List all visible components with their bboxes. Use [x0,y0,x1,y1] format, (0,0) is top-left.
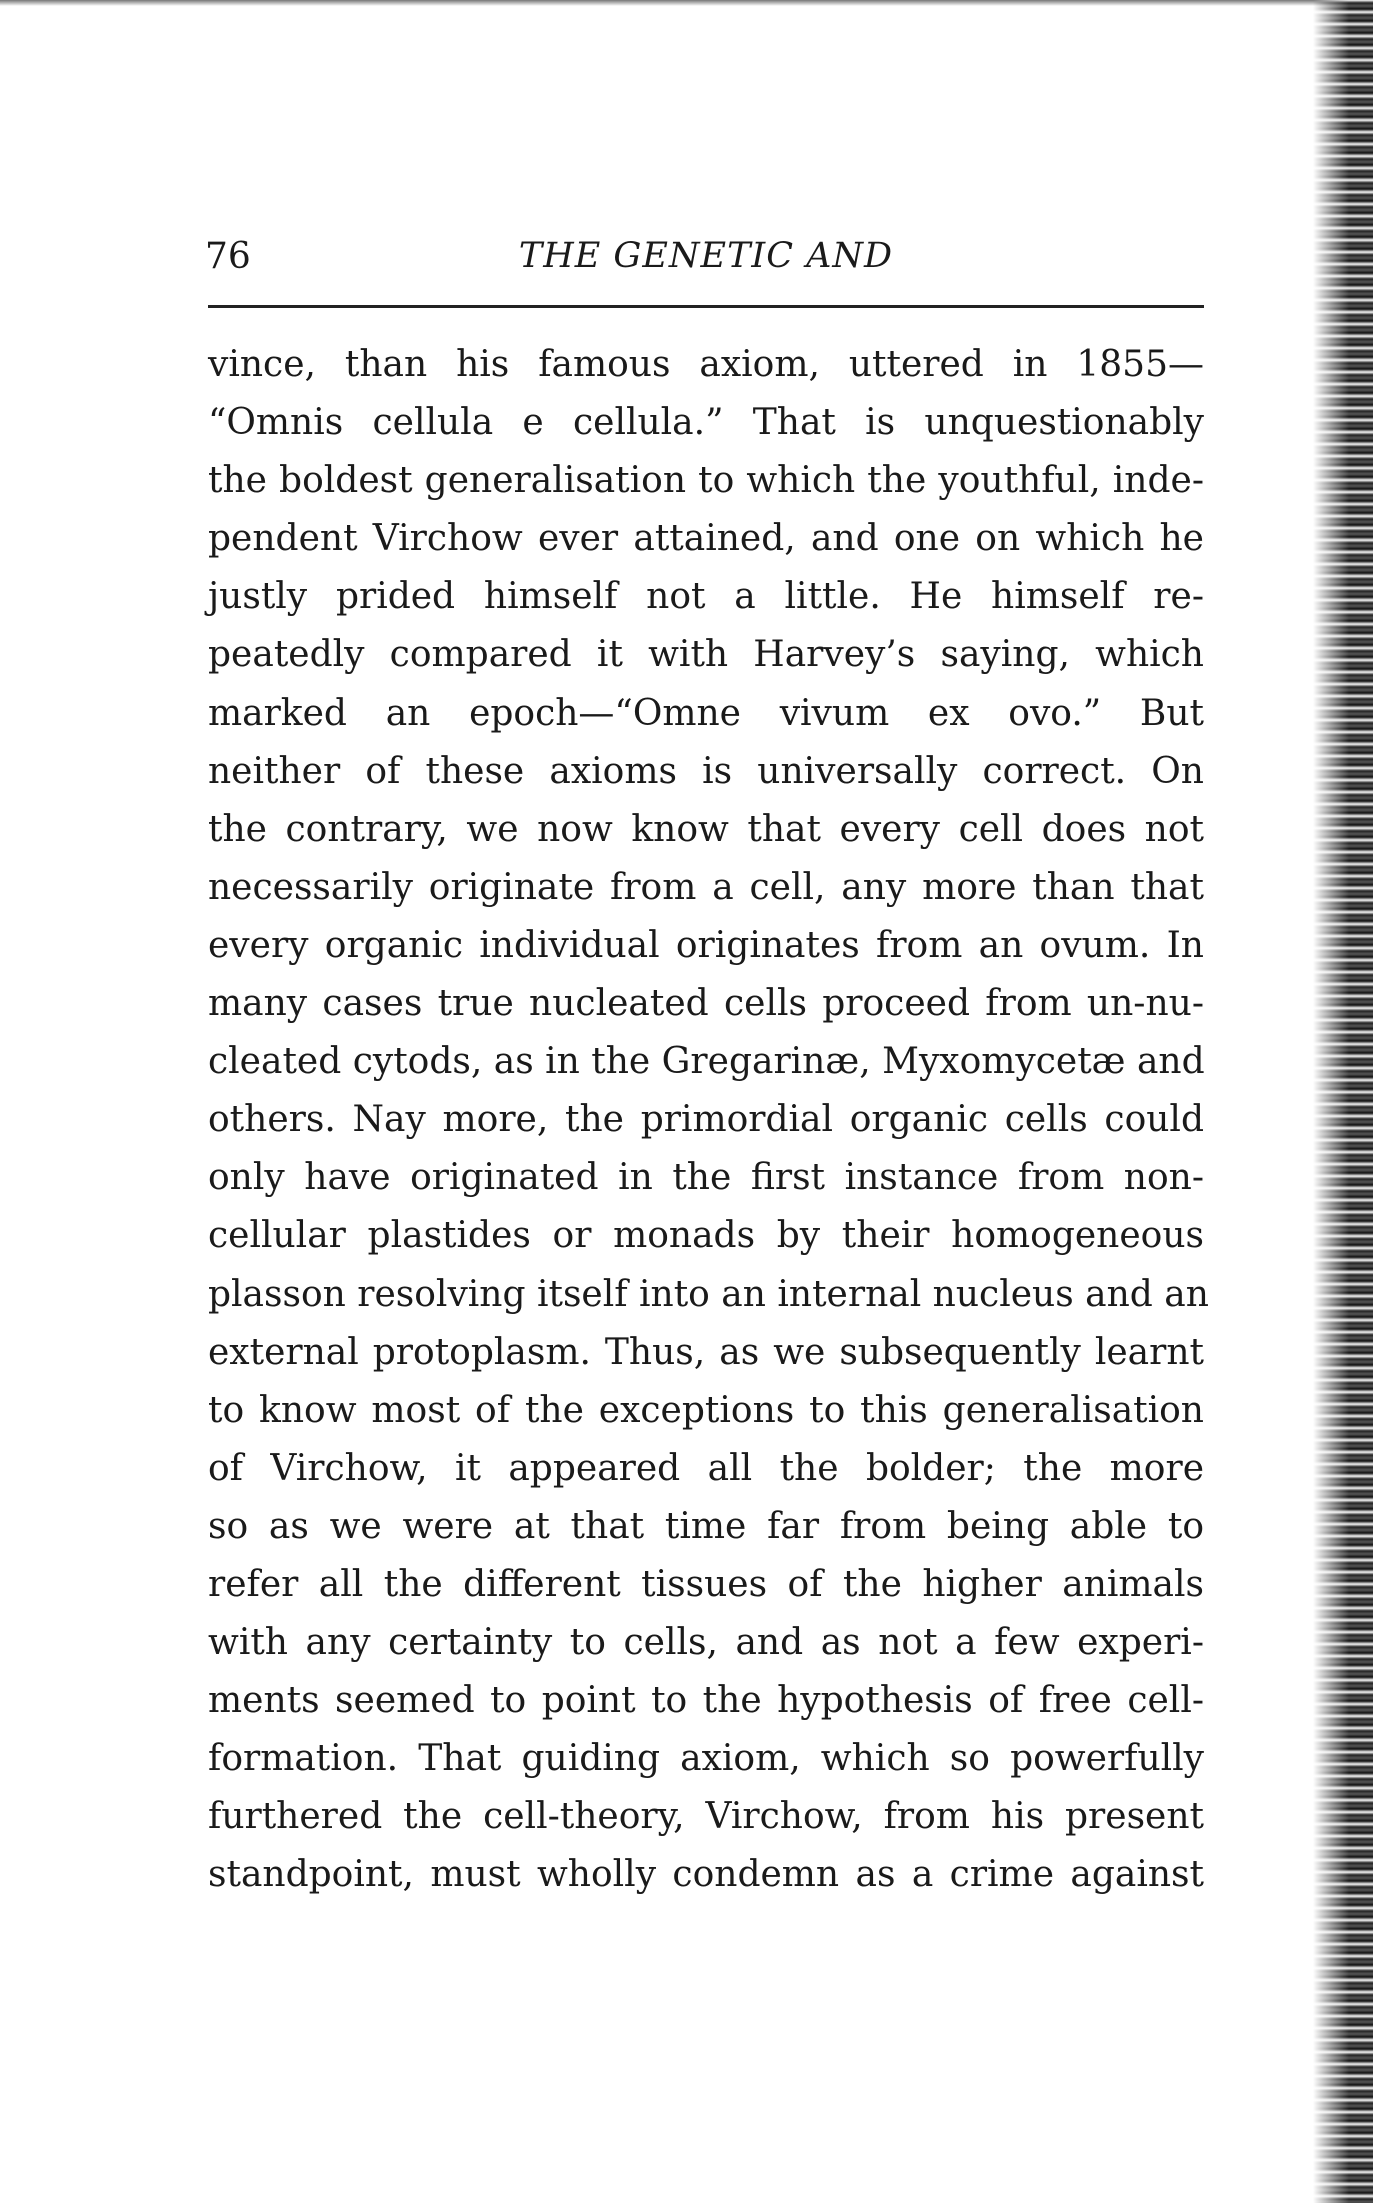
text-line: justly prided himself not a little. He himself re- [208,576,1204,618]
page-number: 76 [205,236,251,277]
scan-page-edge [1313,0,1373,2203]
text-line: furthered the cell-theory, Virchow, from his present [208,1796,1204,1838]
header-rule [208,305,1204,308]
text-line: standpoint, must wholly condemn as a crime against [208,1854,1204,1896]
text-line: many cases true nucleated cells proceed from un-nu- [208,983,1204,1025]
text-line: peatedly compared it with Harvey’s saying, which [208,634,1204,676]
text-line: only have originated in the first instance from non- [208,1157,1204,1199]
text-line: with any certainty to cells, and as not a few experi- [208,1622,1204,1664]
body-text [208,336,1209,1905]
text-line: necessarily originate from a cell, any more than that [208,866,1204,908]
text-line: marked an epoch—“Omne vivum ex ovo.” But [208,692,1204,734]
text-line: “Omnis cellula e cellula.” That is unquestionably [208,402,1204,444]
text-line: of Virchow, it appeared all the bolder; the more [208,1447,1204,1489]
running-title: THE GENETIC AND [518,236,894,276]
text-line: formation. That guiding axiom, which so powerfully [208,1738,1204,1780]
text-line: ments seemed to point to the hypothesis of free cell- [208,1680,1204,1722]
text-line: the boldest generalisation to which the youthful, inde- [208,460,1204,502]
text-line: to know most of the exceptions to this generalisation [208,1389,1204,1431]
text-line: vince, than his famous axiom, uttered in 1855— [208,344,1204,385]
text-line: pendent Virchow ever attained, and one on which he [208,518,1204,560]
text-line: cellular plastides or monads by their homogeneous [208,1215,1204,1257]
text-line: others. Nay more, the primordial organic cells could [208,1099,1204,1141]
scan-top-edge [0,0,1373,6]
text-line: so as we were at that time far from being able to [208,1505,1204,1547]
text-line: plasson resolving itself into an internal nucleus and an [208,1273,1209,1315]
text-line: refer all the different tissues of the higher animals [208,1563,1204,1605]
text-line: external protoplasm. Thus, as we subsequently learnt [208,1331,1204,1373]
text-line: cleated cytods, as in the Gregarinæ, Myxomycetæ and [208,1041,1205,1083]
text-line: every organic individual originates from an ovum. In [208,924,1204,966]
text-line: neither of these axioms is universally correct. On [208,750,1204,792]
text-line: the contrary, we now know that every cell does not [208,808,1204,850]
